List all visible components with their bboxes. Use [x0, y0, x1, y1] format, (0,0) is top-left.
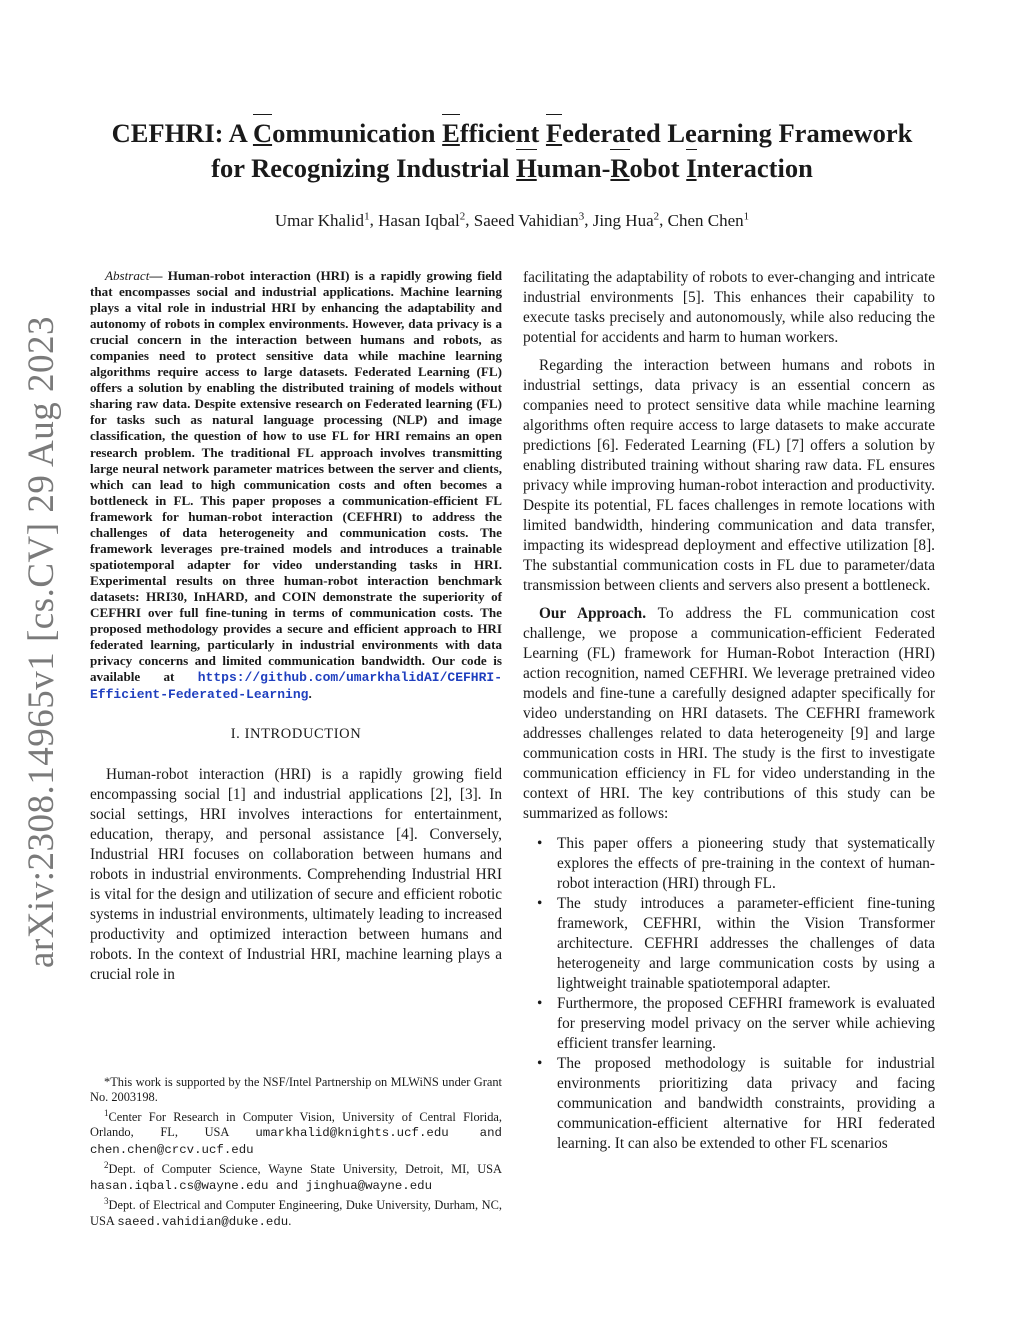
title-acronym-letter: R — [610, 153, 630, 183]
contribution-item: • The study introduces a parameter-efficient fine-tuning framework, CEFHRI, within the Vision Transformer architecture. CEFHRI addresses the challenges of data heterogeneity and large communication costs by using a lightweight trainable spatiotemporal adapter. — [537, 895, 935, 992]
contributions-list — [523, 834, 935, 1154]
author-name: Jing Hua$^2$ — [592, 210, 660, 230]
abstract: Abstract— Human-robot interaction (HRI) is a rapidly growing field that encompasses social and industrial applications. Machine learning plays a vital role in industrial HRI by enhancing the adaptability and autonomy of robots in complex environments. However, data privacy is a crucial concern in the interaction between humans and robots, as companies need to protect sensitive data while machine learning algorithms require access to large datasets. Federated Learning (FL) offers a solution by enabling the distributed training of models without sharing raw data. Despite extensive research on Federated learning (FL) for tasks such as natural language processing (NLP) and image classification, the question of how to use FL for HRI remains an open research problem. The traditional FL approach involves transmitting large neural network parameter matrices between the server and clients, which can lead to high communication costs and often becomes a bottleneck in FL. This paper proposes a communication-efficient FL framework for human-robot interaction (CEFHRI) to address the challenges of data heterogeneity and communication costs. The framework leverages pre-trained models and introduces a trainable spatiotemporal adapter for video understanding tasks in HRI. Experimental results on three human-robot interaction benchmark datasets: HRI30, InHARD, and COIN demonstrate the superiority of CEFHRI over full fine-tuning in terms of communication costs. The proposed methodology provides a secure and efficient approach to HRI federated learning, particularly in industrial environments with data privacy concerns and limited communication bandwidth. Our code is available at https://github.com/umarkhalidAI/CEFHRI-Efficient-Federated-Learning. — [90, 268, 502, 703]
paper-title — [60, 116, 964, 186]
author-name: Umar Khalid$^1$ — [274, 210, 370, 230]
code-repository-link[interactable]: https://github.com/umarkhalidAI/CEFHRI-Efficient-Federated-Learning — [90, 670, 502, 703]
abstract-label: Abstract — [105, 268, 150, 283]
title-segment: nteraction — [696, 153, 813, 183]
bullet-icon: • — [537, 895, 543, 912]
footnote-support: *This work is supported by the NSF/Intel Partnership on MLWiNS under Grant No. 2003198. — [90, 1075, 502, 1105]
footnotes — [90, 1075, 502, 1230]
title-acronym-letter: E — [442, 118, 460, 148]
title-segment: uman- — [536, 153, 611, 183]
body-paragraph-privacy: Regarding the interaction between humans and robots in industrial settings, data privacy is an essential concern as companies need to protect sensitive data while machine learning algorithms often require access to large datasets to make accurate predictions [6]. Federated Learning (FL) [7] offers a solution by enabling distributed training without sharing raw data. FL ensures privacy while improving human-robot interaction and productivity. Despite its potential, FL faces challenges in remote locations with limited bandwidth, hindering communication and data transfer, impacting its widespread deployment and effective utilization [8]. The substantial communication costs in FL due to parameter/data transmission between clients and servers also present a bottleneck. — [523, 357, 935, 594]
email-aff2[interactable]: hasan.iqbal.cs@wayne.edu and jinghua@wayne.edu — [90, 1178, 433, 1193]
body-paragraph-continued: facilitating the adaptability of robots to ever-changing and intricate industrial environments [5]. This enhances their capability to execute tasks precisely and autonomously, while also reducing the potential for accidents and harm to human workers. — [523, 269, 935, 346]
arxiv-identifier-stamp: arXiv:2308.14965v1 [cs.CV] 29 Aug 2023 — [21, 315, 62, 969]
right-column — [523, 268, 935, 1154]
title-segment: obot — [629, 153, 687, 183]
footnote-affiliation-2: $^2$Dept. of Computer Science, Wayne State University, Detroit, MI, USA hasan.iqbal.cs@wayne.edu and jinghua@wayne.edu — [90, 1160, 502, 1193]
section-heading-introduction: I. INTRODUCTION — [230, 726, 362, 743]
footnote-affiliation-1: $^1$Center For Research in Computer Vision, University of Central Florida, Orlando, FL, USA umarkhalid@knights.ucf.edu and chen.chen@crcv.ucf.edu — [90, 1107, 502, 1157]
intro-paragraph: Human-robot interaction (HRI) is a rapidly growing field encompassing social [1] and industrial applications [2], [3]. In social settings, HRI involves interactions for entertainment, education, therapy, and personal assistance [4]. Conversely, Industrial HRI focuses on collaboration between humans and robots in industrial environments. Comprehending Industrial HRI is vital for the design and utilization of secure and efficient robotic systems in industrial environments, ultimately leading to increased productivity and optimized interaction between humans and robots. In the context of Industrial HRI, machine learning plays a crucial role in — [90, 766, 502, 984]
abstract-text: — Human-robot interaction (HRI) is a rapidly growing field that encompasses social and industrial applications. Machine learning plays a vital role in industrial HRI by enhancing the adaptability and autonomy of robots in complex environments. However, data privacy is a crucial concern in the interaction between humans and robots, as companies need to protect sensitive data while machine learning algorithms require access to large datasets. Federated Learning (FL) offers a solution by enabling the distributed training of models without sharing raw data. Despite extensive research on Federated learning (FL) for tasks such as natural language processing (NLP) and image classification, the question of how to use FL for HRI remains an open research problem. The traditional FL approach involves transmitting large neural network parameter matrices between the server and clients, which can lead to high communication costs and often becomes a bottleneck in FL. This paper proposes a communication-efficient FL framework for human-robot interaction (CEFHRI) to address the challenges of data heterogeneity and communication costs. The framework leverages pre-trained models and introduces a trainable spatiotemporal adapter for video understanding tasks in HRI. Experimental results on three human-robot interaction benchmark datasets: HRI30, InHARD, and COIN demonstrate the superiority of CEFHRI over full fine-tuning in terms of communication costs. The proposed methodology provides a secure and efficient approach to HRI federated learning, particularly in industrial environments with data privacy concerns and limited communication bandwidth. Our code is available at — [90, 268, 502, 685]
bullet-icon: • — [537, 1055, 543, 1072]
title-segment: fficient — [459, 118, 546, 148]
left-column — [90, 268, 502, 993]
email-aff3[interactable]: saeed.vahidian@duke.edu — [117, 1214, 289, 1229]
author-name: Chen Chen$^1$ — [667, 210, 750, 230]
run-in-heading: Our Approach. — [539, 605, 647, 622]
title-segment: ederated Learning Framework — [562, 118, 913, 148]
title-acronym-letter: I — [686, 153, 697, 183]
title-segment: CEFHRI: A — [111, 118, 253, 148]
title-acronym-letter: C — [252, 118, 273, 148]
title-acronym-letter: F — [545, 118, 563, 148]
title-segment: for Recognizing Industrial — [211, 153, 517, 183]
title-acronym-letter: H — [516, 153, 537, 183]
contribution-item: • Furthermore, the proposed CEFHRI framework is evaluated for preserving model privacy on the server while achieving efficient transfer learning. — [537, 995, 935, 1052]
email-aff1[interactable]: umarkhalid@knights.ucf.edu and chen.chen@crcv.ucf.edu — [90, 1126, 502, 1157]
body-paragraph-our-approach: Our Approach. To address the FL communication cost challenge, we propose a communication-efficient Federated Learning (FL) framework for Human-Robot Interaction (HRI) action recognition, named CEFHRI. We leverage pretrained video models and fine-tune a carefully designed adapter specifically for video understanding on HRI datasets. The CEFHRI framework addresses challenges related to data heterogeneity [9] and large communication costs in HRI. The study is the first to investigate communication efficiency in FL for video understanding in the context of HRI. The key contributions of this study can be summarized as follows: — [523, 605, 935, 822]
footnote-affiliation-3: $^3$Dept. of Electrical and Computer Engineering, Duke University, Durham, NC, USA saeed.vahidian@duke.edu. — [90, 1196, 502, 1229]
title-segment: ommunication — [272, 118, 443, 148]
author-name: Hasan Iqbal$^2$ — [378, 210, 466, 230]
contribution-item: • This paper offers a pioneering study that systematically explores the effects of pre-training in the context of human-robot interaction (HRI) through FL. — [537, 835, 935, 892]
author-list: Umar Khalid$^1$, Hasan Iqbal$^2$, Saeed Vahidian$^3$, Jing Hua$^2$, Chen Chen$^1$ — [274, 210, 750, 230]
author-name: Saeed Vahidian$^3$ — [473, 210, 585, 230]
title-line-2 — [60, 151, 964, 186]
bullet-icon: • — [537, 995, 543, 1012]
bullet-icon: • — [537, 835, 543, 852]
contribution-item: • The proposed methodology is suitable for industrial environments prioritizing data privacy and facing communication and bandwidth constraints, providing a communication-efficient alternative for HRI federated learning. It can also be extended to other FL scenarios — [537, 1055, 935, 1152]
title-line-1 — [60, 116, 964, 151]
